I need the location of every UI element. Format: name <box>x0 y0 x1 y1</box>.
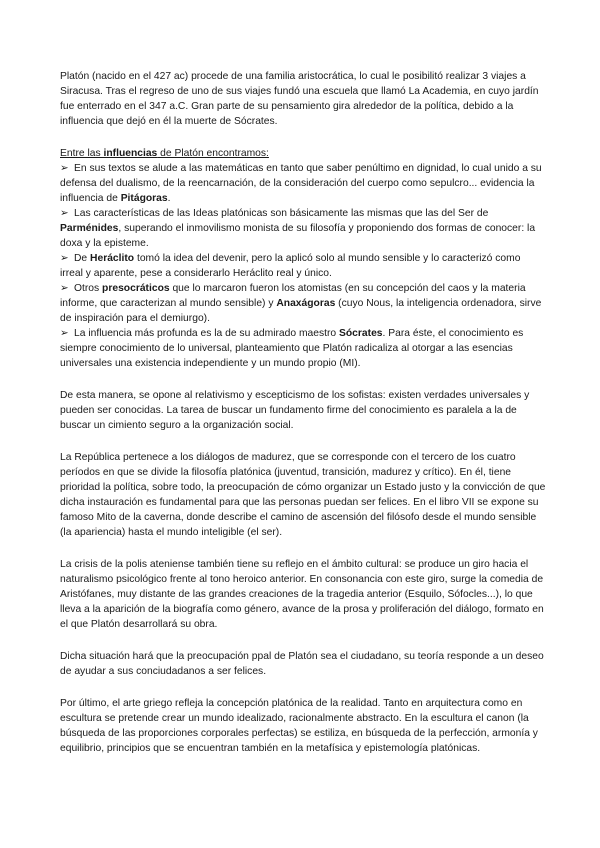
arrow-bullet-icon: ➢ <box>60 253 69 264</box>
arrow-bullet-icon: ➢ <box>60 163 69 174</box>
arrow-bullet-icon: ➢ <box>60 208 69 219</box>
influence-item-presocraticos: ➢ Otros presocráticos que lo marcaron fueron los atomistas (en su concepción del caos y la materia informe, que caracterizan al mundo sensible) y Anaxágoras (cuyo Nous, la inteligencia ordenadora, sirve de inspiración para el demiurgo). <box>60 283 542 324</box>
arrow-bullet-icon: ➢ <box>60 283 69 294</box>
document-page <box>60 69 546 756</box>
influences-heading: Entre las influencias de Platón encontramos: <box>60 148 269 159</box>
relativism-paragraph: De esta manera, se opone al relativismo y escepticismo de los sofistas: existen verdades universales y pueden ser conocidas. La tarea de buscar un fundamento firme del conocimiento es paralela a la de buscar un cimiento seguro a la organización social. <box>60 390 530 431</box>
influence-item-heraclito: ➢ De Heráclito tomó la idea del devenir, pero la aplicó solo al mundo sensible y lo caracterizó como irreal y aparente, pese a considerarlo Heráclito real y único. <box>60 253 521 279</box>
influences-keyword: influencias <box>103 148 158 159</box>
intro-paragraph: Platón (nacido en el 427 ac) procede de una familia aristocrática, lo cual le posibilitó realizar 3 viajes a Siracusa. Tras el regreso de uno de sus viajes fundó una escuela que llamó La Academia, en cuyo jardín fue enterrado en el 347 a.C. Gran parte de su pensamiento gira alrededor de la política, debido a la influencia que dejó en él la muerte de Sócrates. <box>60 71 539 127</box>
art-paragraph: Por último, el arte griego refleja la concepción platónica de la realidad. Tanto en arquitectura como en escultura se pretende crear un mundo idealizado, racionalmente abstracto. En la escultura el canon (la búsqueda de las proporciones corporales perfectas) se estiliza, en búsqueda de la perfección, armonía y equilibrio, principios que se encuentran también en la metafísica y epistemología platónicas. <box>60 698 538 754</box>
crisis-paragraph: La crisis de la polis ateniense también tiene su reflejo en el ámbito cultural: se produce un giro hacia el naturalismo psicológico frente al tono heroico anterior. En consonancia con este giro, surge la comedia de Aristófanes, muy distante de las grandes creaciones de la tragedia anterior (Esquilo, Sófocles...), lo que lleva a la aparición de la biografía como género, avance de la prosa y proliferación del diálogo, formato en el que Platón desarrollará su obra. <box>60 559 544 630</box>
republic-paragraph: La República pertenece a los diálogos de madurez, que se corresponde con el tercero de los cuatro períodos en que se divide la filosofía platónica (juventud, transición, madurez y crítico). En él, tiene prioridad la política, sobre todo, la preocupación de cómo organizar un Estado justo y la convicción de que dicha instauración es fundamental para que las personas puedan ser felices. En el libro VII se expone su famoso Mito de la caverna, donde describe el camino de ascensión del filósofo desde el mundo sensible (la apariencia) hasta el mundo inteligible (el ser). <box>60 452 546 538</box>
citizen-paragraph: Dicha situación hará que la preocupación ppal de Platón sea el ciudadano, su teoría responde a un deseo de ayudar a sus conciudadanos a ser felices. <box>60 651 544 677</box>
arrow-bullet-icon: ➢ <box>60 328 69 339</box>
influence-item-socrates: ➢ La influencia más profunda es la de su admirado maestro Sócrates. Para éste, el conocimiento es siempre conocimiento de lo universal, planteamiento que Platón radicaliza al otorgar a las esencias universales una existencia independiente y un mundo propio (MI). <box>60 328 524 369</box>
influence-item-parmenides: ➢ Las características de las Ideas platónicas son básicamente las mismas que las del Ser de Parménides, superando el inmovilismo monista de su filosofía y proponiendo dos formas de conocer: la doxa y la episteme. <box>60 208 536 249</box>
influence-item-pitagoras: ➢ En sus textos se alude a las matemáticas en tanto que saber penúltimo en dignidad, lo cual unido a su defensa del dualismo, de la reencarnación, de la consideración del cuerpo como sepulcro... evidencia la influencia de Pitágoras. <box>60 163 542 204</box>
